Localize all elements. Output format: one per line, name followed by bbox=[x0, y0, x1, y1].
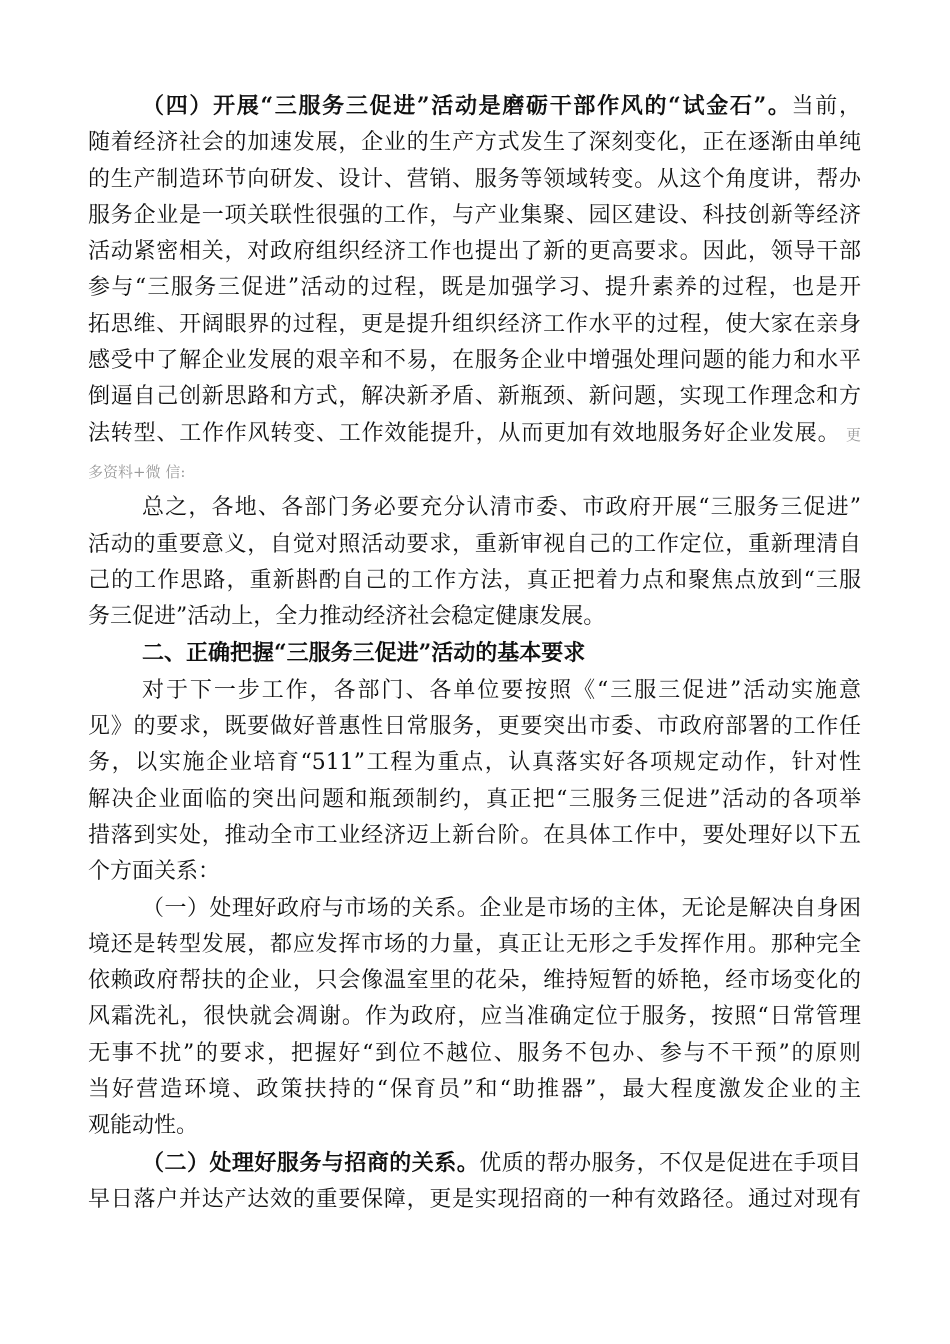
text-line bbox=[88, 162, 861, 198]
text-line bbox=[88, 198, 861, 234]
text-line bbox=[88, 963, 861, 999]
body-text: 风霜洗礼，很快就会凋谢。作为政府，应当准确定位于服务，按照“日常管理 bbox=[88, 1004, 861, 1030]
text-line bbox=[88, 453, 861, 490]
body-text: 己的工作思路，重新斟酌自己的工作方法，真正把着力点和聚焦点放到“三服 bbox=[88, 567, 861, 593]
body-text: 个方面关系： bbox=[88, 859, 221, 885]
body-text: 法转型、工作作风转变、工作效能提升，从而更加有效地服务好企业发展。 bbox=[88, 420, 841, 446]
text-line bbox=[88, 563, 861, 599]
text-line bbox=[88, 234, 861, 270]
text-line bbox=[88, 818, 861, 854]
body-text: 优质的帮办服务，不仅是促进在手项目 bbox=[479, 1150, 861, 1176]
document-body bbox=[88, 88, 861, 1218]
body-text: 依赖政府帮扶的企业，只会像温室里的花朵，维持短暂的娇艳，经市场变化的 bbox=[88, 968, 861, 994]
bold-text: 二、正确把握“三服务三促进”活动的基本要求 bbox=[142, 640, 586, 667]
bold-text: （四）开展“三服务三促进”活动是磨砺干部作风的“试金石”。 bbox=[142, 93, 792, 119]
body-text: 活动紧密相关，对政府组织经济工作也提出了新的更高要求。因此，领导干部 bbox=[88, 239, 861, 265]
body-text: 活动的重要意义，自觉对照活动要求，重新审视自己的工作定位，重新理清自 bbox=[88, 531, 861, 557]
text-line bbox=[88, 1108, 861, 1144]
body-text: 参与“三服务三促进”活动的过程，既是加强学习、提升素养的过程，也是开 bbox=[88, 275, 861, 301]
text-line bbox=[88, 709, 861, 745]
text-line bbox=[88, 527, 861, 563]
body-text: 对于下一步工作，各部门、各单位要按照《“三服三促进”活动实施意 bbox=[142, 677, 861, 703]
text-line bbox=[88, 1036, 861, 1072]
text-line bbox=[88, 854, 861, 890]
body-text: 无事不扰”的要求，把握好“到位不越位、服务不包办、参与不干预”的原则 bbox=[88, 1040, 861, 1066]
text-line bbox=[88, 416, 861, 453]
text-line bbox=[88, 379, 861, 415]
body-text: （一）处理好政府与市场的关系。企业是市场的主体，无论是解决自身困 bbox=[142, 895, 861, 921]
text-line bbox=[88, 125, 861, 161]
text-line bbox=[88, 782, 861, 818]
body-text: 务，以实施企业培育“511”工程为重点，认真落实好各项规定动作，针对性 bbox=[88, 750, 861, 776]
text-line bbox=[88, 999, 861, 1035]
watermark-text: 多资料+微 信: bbox=[88, 462, 186, 481]
body-text: 早日落户并达产达效的重要保障，更是实现招商的一种有效路径。通过对现有 bbox=[88, 1186, 861, 1212]
text-line bbox=[88, 891, 861, 927]
text-line bbox=[88, 1072, 861, 1108]
body-text: 境还是转型发展，都应发挥市场的力量，真正让无形之手发挥作用。那种完全 bbox=[88, 931, 861, 957]
body-text: 总之，各地、各部门务必要充分认清市委、市政府开展“三服务三促进” bbox=[142, 495, 861, 521]
text-line bbox=[88, 673, 861, 709]
body-text: 服务企业是一项关联性很强的工作，与产业集聚、园区建设、科技创新等经济 bbox=[88, 202, 861, 228]
watermark-text: 更 bbox=[840, 425, 861, 444]
body-text: 解决企业面临的突出问题和瓶颈制约，真正把“三服务三促进”活动的各项举 bbox=[88, 786, 861, 812]
text-line bbox=[88, 927, 861, 963]
body-text: 拓思维、开阔眼界的过程，更是提升组织经济工作水平的过程，使大家在亲身 bbox=[88, 311, 861, 337]
body-text: 的生产制造环节向研发、设计、营销、服务等领域转变。从这个角度讲，帮办 bbox=[88, 166, 861, 192]
text-line bbox=[88, 88, 861, 125]
text-line bbox=[88, 490, 861, 526]
text-line bbox=[88, 1182, 861, 1218]
text-line bbox=[88, 745, 861, 781]
body-text: 务三促进”活动上，全力推动经济社会稳定健康发展。 bbox=[88, 604, 606, 630]
text-line bbox=[88, 307, 861, 343]
body-text: 见》的要求，既要做好普惠性日常服务，更要突出市委、市政府部署的工作任 bbox=[88, 714, 861, 740]
text-line bbox=[88, 270, 861, 306]
body-text: 随着经济社会的加速发展，企业的生产方式发生了深刻变化，正在逐渐由单纯 bbox=[88, 130, 861, 156]
text-line bbox=[88, 1145, 861, 1182]
text-line bbox=[88, 599, 861, 635]
body-text: 观能动性。 bbox=[88, 1113, 199, 1139]
body-text: 措落到实处，推动全市工业经济迈上新台阶。在具体工作中，要处理好以下五 bbox=[88, 822, 861, 848]
body-text: 当前， bbox=[791, 94, 861, 119]
bold-text: （二）处理好服务与招商的关系。 bbox=[142, 1149, 480, 1176]
body-text: 感受中了解企业发展的艰辛和不易，在服务企业中增强处理问题的能力和水平 bbox=[88, 348, 861, 374]
body-text: 倒逼自己创新思路和方式，解决新矛盾、新瓶颈、新问题，实现工作理念和方 bbox=[88, 384, 861, 410]
text-line bbox=[88, 343, 861, 379]
text-line bbox=[88, 635, 861, 672]
body-text: 当好营造环境、政策扶持的“保育员”和“助推器”，最大程度激发企业的主 bbox=[88, 1077, 861, 1103]
